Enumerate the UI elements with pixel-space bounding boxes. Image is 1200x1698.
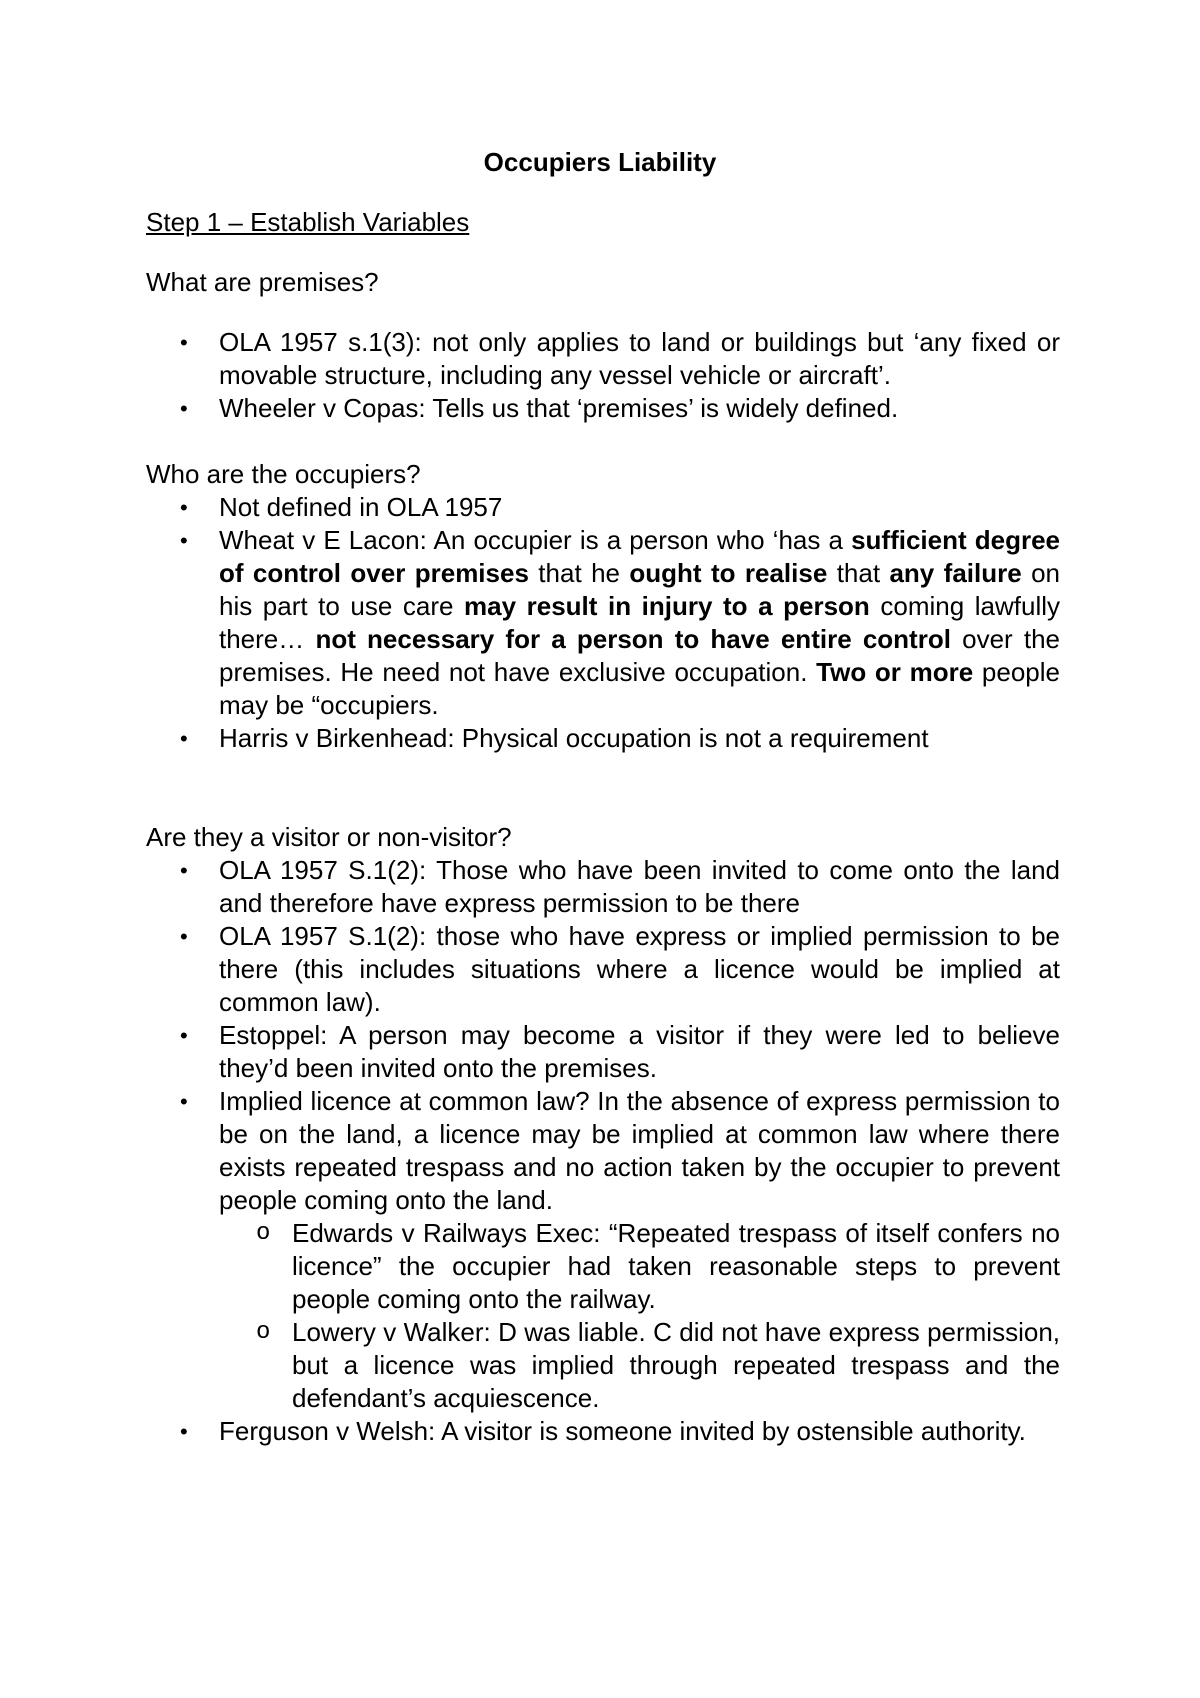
occupiers-item-not-defined: Not defined in OLA 1957 [219,492,503,522]
bullet-icon: • [180,330,188,355]
visitor-item-estoppel: Estoppel: A person may become a visitor if they were led to believe they’d been invited onto the premises. [219,1020,1060,1083]
sub-bullet-icon: o [256,1220,271,1247]
bullet-icon: • [180,858,188,883]
visitor-item-ferguson: Ferguson v Welsh: A visitor is someone invited by ostensible authority. [219,1416,1026,1446]
visitor-heading: Are they a visitor or non-visitor? [146,822,512,852]
bullet-icon: • [180,1419,188,1444]
bullet-icon: • [180,1023,188,1048]
bullet-icon: • [180,528,188,553]
occupiers-heading: Who are the occupiers? [146,459,421,489]
visitor-subitem-edwards: Edwards v Railways Exec: “Repeated trespass of itself confers no licence” the occupier had taken reasonable steps to prevent people coming onto the railway. [292,1218,1060,1314]
bullet-icon: • [180,726,188,751]
visitor-item-invited: OLA 1957 S.1(2): Those who have been invited to come onto the land and therefore have express permission to be there [219,855,1060,918]
premises-heading: What are premises? [146,267,379,297]
premises-item-ola: OLA 1957 s.1(3): not only applies to land or buildings but ‘any fixed or movable structure, including any vessel vehicle or aircraft’. [219,327,1060,390]
visitor-subitem-lowery: Lowery v Walker: D was liable. C did not have express permission, but a licence was implied through repeated trespass and the defendant’s acquiescence. [292,1317,1060,1413]
bullet-icon: • [180,1089,188,1114]
visitor-item-permission: OLA 1957 S.1(2): those who have express or implied permission to be there (this includes situations where a licence would be implied at common law). [219,921,1060,1017]
sub-bullet-icon: o [256,1319,271,1346]
occupiers-item-wheat: Wheat v E Lacon: An occupier is a person who ‘has a sufficient degree of control over premises that he ought to realise that any failure on his part to use care may result in injury to a person coming lawfully there… not necessary for a person to have entire control over the premises. He need not have exclusive occupation. Two or more people may be “occupiers. [219,525,1060,720]
occupiers-item-harris: Harris v Birkenhead: Physical occupation is not a requirement [219,723,929,753]
bullet-icon: • [180,924,188,949]
bullet-icon: • [180,396,188,421]
step-heading: Step 1 – Establish Variables [146,207,470,237]
bullet-icon: • [180,495,188,520]
premises-item-wheeler: Wheeler v Copas: Tells us that ‘premises’ is widely defined. [219,393,899,423]
page-title: Occupiers Liability [483,147,717,177]
visitor-item-implied-licence: Implied licence at common law? In the absence of express permission to be on the land, a licence may be implied at common law where there exists repeated trespass and no action taken by the occupier to prevent people coming onto the land. [219,1086,1060,1215]
